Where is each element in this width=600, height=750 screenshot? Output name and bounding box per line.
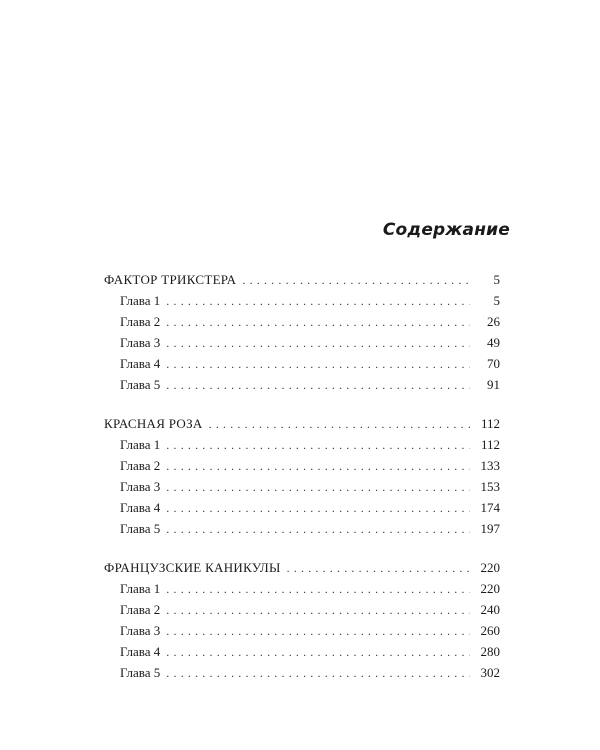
toc-chapter-entry[interactable]	[104, 641, 500, 662]
table-of-contents	[104, 269, 500, 701]
chapter-label: Глава 1	[120, 437, 161, 452]
page-number: 112	[480, 416, 500, 431]
section-title: ФРАНЦУЗСКИЕ КАНИКУЛЫ	[104, 560, 281, 575]
chapter-label: Глава 3	[120, 335, 161, 350]
chapter-label: Глава 4	[120, 500, 161, 515]
toc-chapter-entry[interactable]	[104, 311, 500, 332]
page-number: 174	[480, 500, 500, 515]
page-number: 280	[480, 644, 500, 659]
chapter-label: Глава 3	[120, 623, 161, 638]
page-number: 240	[480, 602, 500, 617]
toc-chapter-entry[interactable]	[104, 518, 500, 539]
dot-leader	[166, 621, 470, 642]
page-number: 49	[487, 335, 500, 350]
toc-heading: Содержание	[382, 220, 510, 240]
toc-chapter-entry[interactable]	[104, 497, 500, 518]
toc-chapter-entry[interactable]	[104, 599, 500, 620]
toc-chapter-entry[interactable]	[104, 620, 500, 641]
toc-chapter-entry[interactable]	[104, 662, 500, 683]
toc-chapter-entry[interactable]	[104, 578, 500, 599]
dot-leader	[166, 312, 470, 333]
dot-leader	[166, 375, 470, 396]
dot-leader	[166, 600, 470, 621]
page-number: 5	[493, 293, 500, 308]
dot-leader	[242, 270, 470, 291]
chapter-label: Глава 1	[120, 293, 161, 308]
dot-leader	[209, 414, 470, 435]
dot-leader	[166, 333, 470, 354]
chapter-label: Глава 4	[120, 356, 161, 371]
page-number: 91	[487, 377, 500, 392]
toc-section-2	[104, 413, 500, 539]
section-title: КРАСНАЯ РОЗА	[104, 416, 203, 431]
section-title: ФАКТОР ТРИКСТЕРА	[104, 272, 237, 287]
dot-leader	[166, 642, 470, 663]
toc-chapter-entry[interactable]	[104, 455, 500, 476]
toc-section-entry[interactable]	[104, 413, 500, 434]
page-number: 220	[480, 560, 500, 575]
chapter-label: Глава 5	[120, 665, 161, 680]
toc-chapter-entry[interactable]	[104, 434, 500, 455]
dot-leader	[166, 456, 470, 477]
chapter-label: Глава 2	[120, 458, 161, 473]
page-number: 112	[480, 437, 500, 452]
toc-section-entry[interactable]	[104, 557, 500, 578]
toc-chapter-entry[interactable]	[104, 476, 500, 497]
chapter-label: Глава 3	[120, 479, 161, 494]
chapter-label: Глава 2	[120, 602, 161, 617]
dot-leader	[166, 477, 470, 498]
page-number: 153	[480, 479, 500, 494]
toc-section-entry[interactable]	[104, 269, 500, 290]
dot-leader	[166, 519, 470, 540]
chapter-label: Глава 5	[120, 521, 161, 536]
chapter-label: Глава 4	[120, 644, 161, 659]
toc-chapter-entry[interactable]	[104, 290, 500, 311]
chapter-label: Глава 1	[120, 581, 161, 596]
dot-leader	[166, 663, 470, 684]
dot-leader	[166, 579, 470, 600]
page-number: 26	[487, 314, 500, 329]
page-number: 220	[480, 581, 500, 596]
page-number: 70	[487, 356, 500, 371]
page-number: 260	[480, 623, 500, 638]
dot-leader	[287, 558, 470, 579]
toc-chapter-entry[interactable]	[104, 353, 500, 374]
toc-section-3	[104, 557, 500, 683]
toc-chapter-entry[interactable]	[104, 332, 500, 353]
chapter-label: Глава 5	[120, 377, 161, 392]
toc-chapter-entry[interactable]	[104, 374, 500, 395]
page-number: 5	[493, 272, 500, 287]
dot-leader	[166, 354, 470, 375]
dot-leader	[166, 435, 470, 456]
chapter-label: Глава 2	[120, 314, 161, 329]
page-number: 133	[480, 458, 500, 473]
dot-leader	[166, 291, 470, 312]
page-number: 197	[480, 521, 500, 536]
toc-section-1	[104, 269, 500, 395]
page-number: 302	[480, 665, 500, 680]
dot-leader	[166, 498, 470, 519]
